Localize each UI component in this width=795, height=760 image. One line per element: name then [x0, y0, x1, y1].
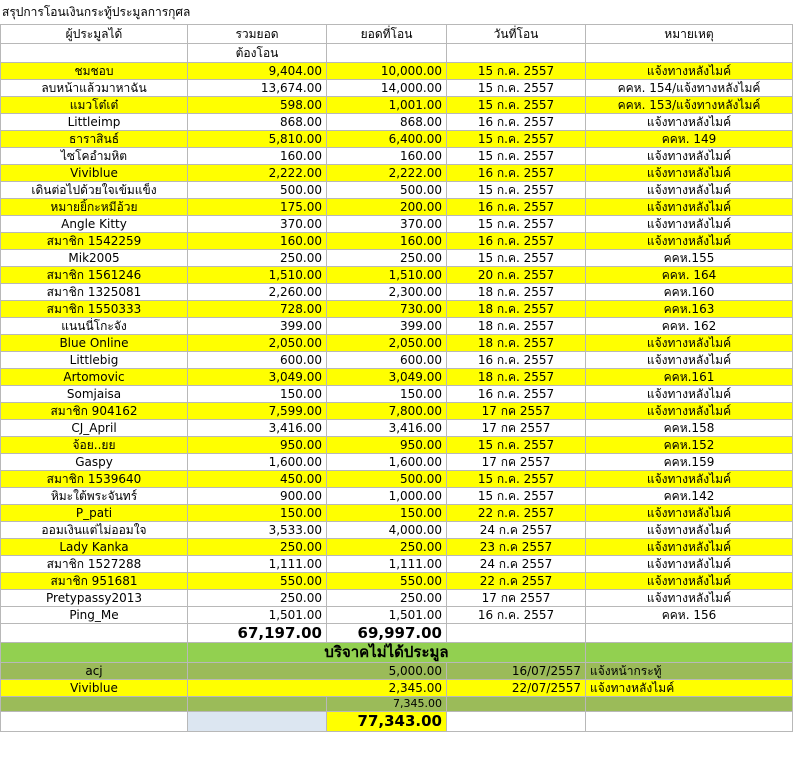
note-cell[interactable]: แจ้งทางหลังไมค์ [586, 403, 793, 420]
table-row [1, 63, 793, 80]
bidder-cell[interactable]: แนนนี่โกะจัง [1, 318, 188, 335]
donation-amount-cell[interactable]: 2,345.00 [188, 680, 447, 697]
date-cell[interactable]: 17 กค 2557 [447, 590, 586, 607]
date-cell[interactable]: 23 ก.ค 2557 [447, 539, 586, 556]
paid-cell[interactable]: 2,050.00 [327, 335, 447, 352]
donation-row [1, 680, 793, 697]
note-cell[interactable]: แจ้งทางหลังไมค์ [586, 386, 793, 403]
total-due-cell[interactable]: 160.00 [188, 233, 327, 250]
total-due-cell[interactable]: 3,416.00 [188, 420, 327, 437]
table-row [1, 573, 793, 590]
bidder-cell[interactable]: หิมะใต้พระจันทร์ [1, 488, 188, 505]
note-cell[interactable]: คคห.152 [586, 437, 793, 454]
cell[interactable] [586, 712, 793, 732]
total-due-cell[interactable]: 600.00 [188, 352, 327, 369]
paid-cell[interactable]: 1,501.00 [327, 607, 447, 624]
header-total-due-2[interactable]: ต้องโอน [188, 44, 327, 63]
paid-cell[interactable]: 399.00 [327, 318, 447, 335]
donation-header-row [1, 643, 793, 663]
bidder-cell[interactable]: หมายยิ้กะหมีอ้วย [1, 199, 188, 216]
table-row [1, 403, 793, 420]
paid-cell[interactable]: 550.00 [327, 573, 447, 590]
date-cell[interactable]: 20 ก.ค. 2557 [447, 267, 586, 284]
table-row [1, 522, 793, 539]
paid-cell[interactable]: 370.00 [327, 216, 447, 233]
donation-row [1, 663, 793, 680]
paid-cell[interactable]: 10,000.00 [327, 63, 447, 80]
table-row [1, 148, 793, 165]
donation-date-cell[interactable]: 22/07/2557 [447, 680, 586, 697]
date-cell[interactable]: 15 ก.ค. 2557 [447, 250, 586, 267]
table-row [1, 199, 793, 216]
note-cell[interactable]: แจ้งทางหลังไมค์ [586, 590, 793, 607]
cell[interactable] [327, 44, 447, 63]
header-paid[interactable]: ยอดที่โอน [327, 25, 447, 44]
bidder-cell[interactable]: Pretypassy2013 [1, 590, 188, 607]
cell[interactable] [188, 712, 327, 732]
date-cell[interactable]: 18 ก.ค. 2557 [447, 335, 586, 352]
bidder-cell[interactable]: ออมเงินแต่ไม่ออมใจ [1, 522, 188, 539]
bidder-cell[interactable]: Viviblue [1, 165, 188, 182]
header-row-2 [1, 44, 793, 63]
sum-paid[interactable]: 69,997.00 [327, 624, 447, 643]
table-row [1, 505, 793, 522]
cell[interactable] [447, 624, 586, 643]
date-cell[interactable]: 15 ก.ค. 2557 [447, 148, 586, 165]
bidder-cell[interactable]: Mik2005 [1, 250, 188, 267]
total-due-cell[interactable]: 250.00 [188, 539, 327, 556]
date-cell[interactable]: 18 ก.ค. 2557 [447, 318, 586, 335]
note-cell[interactable]: คคห.155 [586, 250, 793, 267]
total-due-cell[interactable]: 2,260.00 [188, 284, 327, 301]
note-cell[interactable]: แจ้งทางหลังไมค์ [586, 471, 793, 488]
paid-cell[interactable]: 950.00 [327, 437, 447, 454]
note-cell[interactable]: แจ้งทางหลังไมค์ [586, 352, 793, 369]
table-row [1, 250, 793, 267]
date-cell[interactable]: 16 ก.ค. 2557 [447, 233, 586, 250]
bidder-cell[interactable]: P_pati [1, 505, 188, 522]
cell[interactable] [586, 643, 793, 663]
table-row [1, 369, 793, 386]
bidder-cell[interactable]: Lady Kanka [1, 539, 188, 556]
header-bidder[interactable]: ผู้ประมูลได้ [1, 25, 188, 44]
total-due-cell[interactable]: 5,810.00 [188, 131, 327, 148]
note-cell[interactable]: คคห. 153/แจ้งทางหลังไมค์ [586, 97, 793, 114]
bidder-cell[interactable]: Somjaisa [1, 386, 188, 403]
bidder-cell[interactable]: Angle Kitty [1, 216, 188, 233]
note-cell[interactable]: แจ้งทางหลังไมค์ [586, 182, 793, 199]
total-due-cell[interactable]: 250.00 [188, 250, 327, 267]
date-cell[interactable]: 16 ก.ค. 2557 [447, 199, 586, 216]
total-due-cell[interactable]: 150.00 [188, 386, 327, 403]
table-row [1, 352, 793, 369]
table-row [1, 471, 793, 488]
table-row [1, 556, 793, 573]
bidder-cell[interactable]: สมาชิก 1325081 [1, 284, 188, 301]
note-cell[interactable]: แจ้งทางหลังไมค์ [586, 556, 793, 573]
paid-cell[interactable]: 2,222.00 [327, 165, 447, 182]
paid-cell[interactable]: 7,800.00 [327, 403, 447, 420]
total-due-cell[interactable]: 500.00 [188, 182, 327, 199]
paid-cell[interactable]: 250.00 [327, 250, 447, 267]
note-cell[interactable]: คคห. 149 [586, 131, 793, 148]
paid-cell[interactable]: 2,300.00 [327, 284, 447, 301]
table-row [1, 420, 793, 437]
paid-cell[interactable]: 1,000.00 [327, 488, 447, 505]
paid-cell[interactable]: 160.00 [327, 148, 447, 165]
cell[interactable] [447, 712, 586, 732]
table-row [1, 114, 793, 131]
paid-cell[interactable]: 4,000.00 [327, 522, 447, 539]
date-cell[interactable]: 22 ก.ค 2557 [447, 573, 586, 590]
paid-cell[interactable]: 1,001.00 [327, 97, 447, 114]
date-cell[interactable]: 16 ก.ค. 2557 [447, 352, 586, 369]
cell[interactable] [1, 712, 188, 732]
paid-cell[interactable]: 14,000.00 [327, 80, 447, 97]
date-cell[interactable]: 16 ก.ค. 2557 [447, 114, 586, 131]
paid-cell[interactable]: 1,510.00 [327, 267, 447, 284]
cell[interactable] [447, 44, 586, 63]
total-due-cell[interactable]: 950.00 [188, 437, 327, 454]
bidder-cell[interactable]: ลบหน้าแล้วมาหาฉัน [1, 80, 188, 97]
bidder-cell[interactable]: จ้อย..ยย [1, 437, 188, 454]
paid-cell[interactable]: 500.00 [327, 182, 447, 199]
bidder-cell[interactable]: สมาชิก 1550333 [1, 301, 188, 318]
date-cell[interactable]: 15 ก.ค. 2557 [447, 488, 586, 505]
total-due-cell[interactable]: 550.00 [188, 573, 327, 590]
bidder-cell[interactable]: Ping_Me [1, 607, 188, 624]
date-cell[interactable]: 17 กค 2557 [447, 403, 586, 420]
note-cell[interactable]: คคห. 164 [586, 267, 793, 284]
bidder-cell[interactable]: Artomovic [1, 369, 188, 386]
header-date[interactable]: วันที่โอน [447, 25, 586, 44]
header-note[interactable]: หมายเหตุ [586, 25, 793, 44]
total-due-cell[interactable]: 7,599.00 [188, 403, 327, 420]
date-cell[interactable]: 15 ก.ค. 2557 [447, 471, 586, 488]
total-due-cell[interactable]: 9,404.00 [188, 63, 327, 80]
paid-cell[interactable]: 1,111.00 [327, 556, 447, 573]
table-row [1, 165, 793, 182]
table-row [1, 437, 793, 454]
table-row [1, 607, 793, 624]
table-row [1, 97, 793, 114]
table-row [1, 335, 793, 352]
table-row [1, 182, 793, 199]
total-due-cell[interactable]: 598.00 [188, 97, 327, 114]
grand-total-row [1, 712, 793, 732]
note-cell[interactable]: คคห. 162 [586, 318, 793, 335]
donation-note-cell[interactable]: แจ้งทางหลังไมค์ [586, 680, 793, 697]
paid-cell[interactable]: 250.00 [327, 539, 447, 556]
bidder-cell[interactable]: สมาชิก 1542259 [1, 233, 188, 250]
cell[interactable] [586, 697, 793, 712]
cell[interactable] [1, 624, 188, 643]
date-cell[interactable]: 18 ก.ค. 2557 [447, 284, 586, 301]
note-cell[interactable]: แจ้งทางหลังไมค์ [586, 63, 793, 80]
date-cell[interactable]: 15 ก.ค. 2557 [447, 97, 586, 114]
note-cell[interactable]: แจ้งทางหลังไมค์ [586, 148, 793, 165]
donor-cell[interactable]: Viviblue [1, 680, 188, 697]
cell[interactable] [586, 44, 793, 63]
note-cell[interactable]: แจ้งทางหลังไมค์ [586, 199, 793, 216]
cell[interactable] [586, 624, 793, 643]
paid-cell[interactable]: 500.00 [327, 471, 447, 488]
header-row [1, 25, 793, 44]
transfer-table [0, 24, 793, 732]
cell[interactable] [1, 643, 188, 663]
date-cell[interactable]: 15 ก.ค. 2557 [447, 63, 586, 80]
donor-cell[interactable]: acj [1, 663, 188, 680]
note-cell[interactable]: แจ้งทางหลังไมค์ [586, 539, 793, 556]
total-due-cell[interactable]: 13,674.00 [188, 80, 327, 97]
donation-note-cell[interactable]: แจ้งหน้ากระทู้ [586, 663, 793, 680]
table-row [1, 284, 793, 301]
date-cell[interactable]: 24 ก.ค 2557 [447, 522, 586, 539]
total-due-cell[interactable]: 1,501.00 [188, 607, 327, 624]
total-due-cell[interactable]: 399.00 [188, 318, 327, 335]
table-row [1, 267, 793, 284]
table-row [1, 318, 793, 335]
date-cell[interactable]: 15 ก.ค. 2557 [447, 437, 586, 454]
cell[interactable] [1, 697, 188, 712]
bidder-cell[interactable]: Littlebig [1, 352, 188, 369]
note-cell[interactable]: คคห. 154/แจ้งทางหลังไมค์ [586, 80, 793, 97]
date-cell[interactable]: 17 กค 2557 [447, 454, 586, 471]
bidder-cell[interactable]: สมาชิก 1527288 [1, 556, 188, 573]
donation-date-cell[interactable]: 16/07/2557 [447, 663, 586, 680]
note-cell[interactable]: คคห.163 [586, 301, 793, 318]
note-cell[interactable]: แจ้งทางหลังไมค์ [586, 165, 793, 182]
paid-cell[interactable]: 200.00 [327, 199, 447, 216]
paid-cell[interactable]: 600.00 [327, 352, 447, 369]
note-cell[interactable]: คคห.142 [586, 488, 793, 505]
table-row [1, 488, 793, 505]
date-cell[interactable]: 16 ก.ค. 2557 [447, 607, 586, 624]
bidder-cell[interactable]: ชมชอบ [1, 63, 188, 80]
paid-cell[interactable]: 3,416.00 [327, 420, 447, 437]
date-cell[interactable]: 18 ก.ค. 2557 [447, 301, 586, 318]
bidder-cell[interactable]: แมวโต๋เต๋ [1, 97, 188, 114]
table-row [1, 233, 793, 250]
header-total-due[interactable]: รวมยอด [188, 25, 327, 44]
bidder-cell[interactable]: Gaspy [1, 454, 188, 471]
table-row [1, 454, 793, 471]
donation-total-row [1, 697, 793, 712]
total-due-cell[interactable]: 1,510.00 [188, 267, 327, 284]
note-cell[interactable]: คคห.160 [586, 284, 793, 301]
paid-cell[interactable]: 1,600.00 [327, 454, 447, 471]
bidder-cell[interactable]: สมาชิก 1539640 [1, 471, 188, 488]
date-cell[interactable]: 16 ก.ค. 2557 [447, 165, 586, 182]
note-cell[interactable]: คคห. 156 [586, 607, 793, 624]
bidder-cell[interactable]: Blue Online [1, 335, 188, 352]
sum-total-due[interactable]: 67,197.00 [188, 624, 327, 643]
bidder-cell[interactable]: สมาชิก 904162 [1, 403, 188, 420]
total-due-cell[interactable]: 250.00 [188, 590, 327, 607]
total-due-cell[interactable]: 175.00 [188, 199, 327, 216]
paid-cell[interactable]: 6,400.00 [327, 131, 447, 148]
date-cell[interactable]: 16 ก.ค. 2557 [447, 386, 586, 403]
sheet-title: สรุปการโอนเงินกระทู้ประมูลการกุศล [2, 5, 191, 19]
total-due-cell[interactable]: 1,600.00 [188, 454, 327, 471]
grand-total[interactable]: 77,343.00 [327, 712, 447, 732]
total-due-cell[interactable]: 150.00 [188, 505, 327, 522]
note-cell[interactable]: แจ้งทางหลังไมค์ [586, 114, 793, 131]
total-due-cell[interactable]: 3,049.00 [188, 369, 327, 386]
table-row [1, 80, 793, 97]
paid-cell[interactable]: 868.00 [327, 114, 447, 131]
date-cell[interactable]: 15 ก.ค. 2557 [447, 80, 586, 97]
bidder-cell[interactable]: เดินต่อไปด้วยใจเข้มแข็ง [1, 182, 188, 199]
table-row [1, 590, 793, 607]
total-due-cell[interactable]: 3,533.00 [188, 522, 327, 539]
total-due-cell[interactable]: 868.00 [188, 114, 327, 131]
cell[interactable] [447, 697, 586, 712]
note-cell[interactable]: แจ้งทางหลังไมค์ [586, 216, 793, 233]
cell[interactable] [1, 44, 188, 63]
paid-cell[interactable]: 3,049.00 [327, 369, 447, 386]
bidder-cell[interactable]: สมาชิก 1561246 [1, 267, 188, 284]
date-cell[interactable]: 17 กค 2557 [447, 420, 586, 437]
note-cell[interactable]: แจ้งทางหลังไมค์ [586, 573, 793, 590]
note-cell[interactable]: แจ้งทางหลังไมค์ [586, 505, 793, 522]
date-cell[interactable]: 15 ก.ค. 2557 [447, 216, 586, 233]
date-cell[interactable]: 15 ก.ค. 2557 [447, 131, 586, 148]
donation-amount-cell[interactable]: 5,000.00 [188, 663, 447, 680]
total-due-cell[interactable]: 2,222.00 [188, 165, 327, 182]
total-due-cell[interactable]: 900.00 [188, 488, 327, 505]
total-due-cell[interactable]: 728.00 [188, 301, 327, 318]
donation-header[interactable]: บริจาคไม่ได้ประมูล [188, 643, 586, 663]
total-due-cell[interactable]: 1,111.00 [188, 556, 327, 573]
table-row [1, 539, 793, 556]
note-cell[interactable]: แจ้งทางหลังไมค์ [586, 522, 793, 539]
table-row [1, 216, 793, 233]
bidder-cell[interactable]: ไซโคอำมหิต [1, 148, 188, 165]
date-cell[interactable]: 15 ก.ค. 2557 [447, 182, 586, 199]
note-cell[interactable]: แจ้งทางหลังไมค์ [586, 233, 793, 250]
note-cell[interactable]: แจ้งทางหลังไมค์ [586, 335, 793, 352]
note-cell[interactable]: คคห.158 [586, 420, 793, 437]
table-row [1, 131, 793, 148]
date-cell[interactable]: 22 ก.ค. 2557 [447, 505, 586, 522]
donation-total[interactable]: 7,345.00 [327, 697, 447, 712]
paid-cell[interactable]: 150.00 [327, 386, 447, 403]
note-cell[interactable]: คคห.161 [586, 369, 793, 386]
total-due-cell[interactable]: 370.00 [188, 216, 327, 233]
note-cell[interactable]: คคห.159 [586, 454, 793, 471]
bidder-cell[interactable]: Littleimp [1, 114, 188, 131]
bidder-cell[interactable]: ธาราสินธ์ [1, 131, 188, 148]
date-cell[interactable]: 24 ก.ค 2557 [447, 556, 586, 573]
total-due-cell[interactable]: 160.00 [188, 148, 327, 165]
paid-cell[interactable]: 150.00 [327, 505, 447, 522]
cell[interactable] [188, 697, 327, 712]
total-due-cell[interactable]: 2,050.00 [188, 335, 327, 352]
total-due-cell[interactable]: 450.00 [188, 471, 327, 488]
paid-cell[interactable]: 160.00 [327, 233, 447, 250]
table-row [1, 301, 793, 318]
bidder-cell[interactable]: CJ_April [1, 420, 188, 437]
date-cell[interactable]: 18 ก.ค. 2557 [447, 369, 586, 386]
paid-cell[interactable]: 250.00 [327, 590, 447, 607]
totals-row [1, 624, 793, 643]
bidder-cell[interactable]: สมาชิก 951681 [1, 573, 188, 590]
table-row [1, 386, 793, 403]
paid-cell[interactable]: 730.00 [327, 301, 447, 318]
